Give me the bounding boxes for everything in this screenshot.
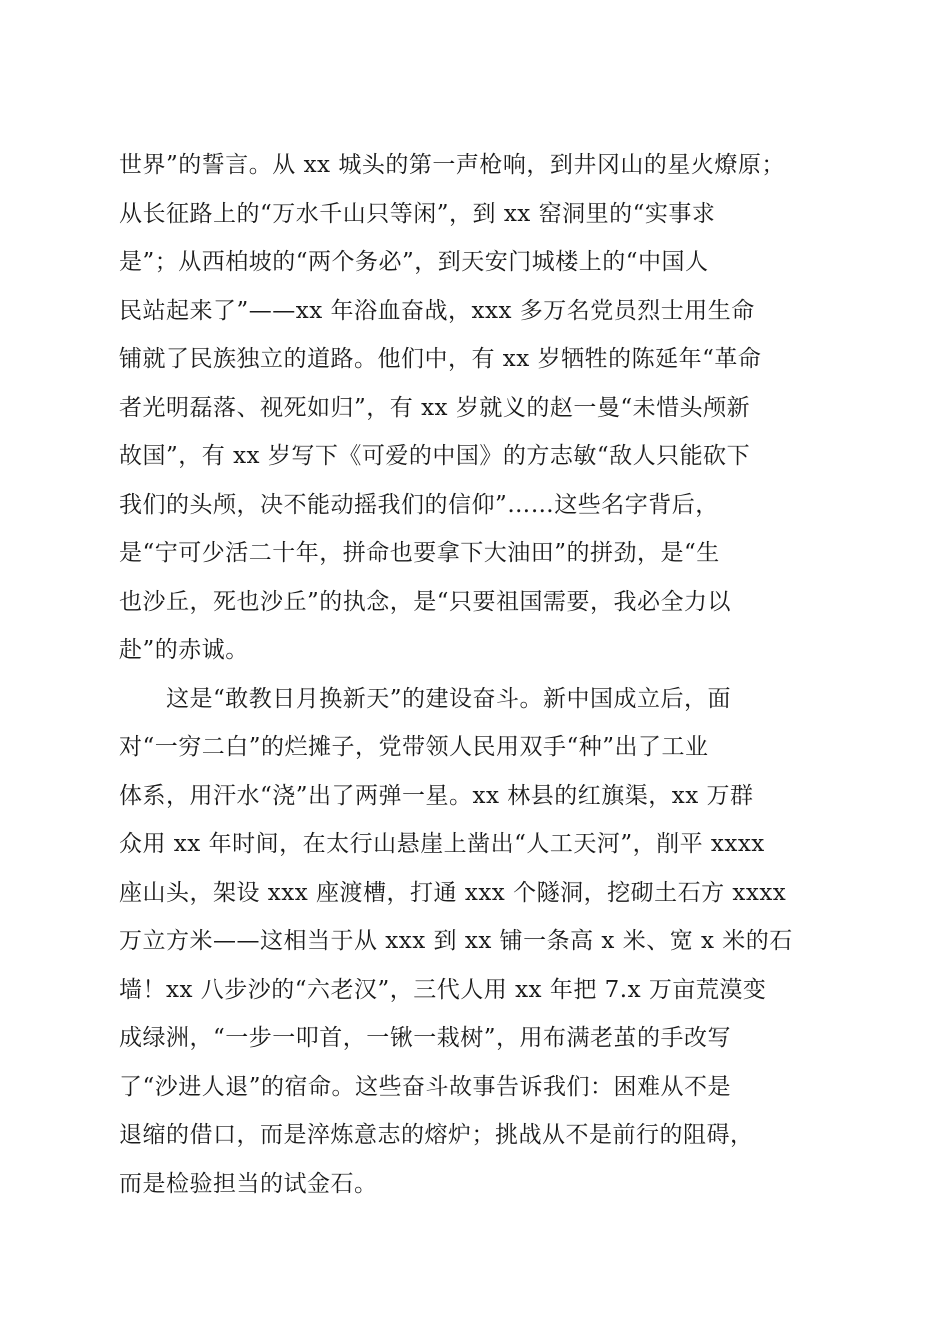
text-line: 故国”，有 xx 岁写下《可爱的中国》的方志敏“敌人只能砍下 [119, 443, 751, 469]
text-line: 众用 xx 年时间，在太行山悬崖上凿出“人工天河”，削平 xxxx [119, 831, 765, 857]
text-line: 万立方米——这相当于从 xxx 到 xx 铺一条高 x 米、宽 x 米的石 [119, 928, 793, 954]
text-line: 成绿洲，“一步一叩首，一锹一栽树”，用布满老茧的手改写 [119, 1025, 732, 1051]
text-line: 是”；从西柏坡的“两个务必”，到天安门城楼上的“中国人 [119, 249, 709, 275]
text-line: 而是检验担当的试金石。 [119, 1170, 378, 1197]
paragraph-1 [119, 141, 839, 675]
text-line: 从长征路上的“万水千山只等闲”，到 xx 窑洞里的“实事求 [119, 200, 716, 227]
text-line: 这是“敢教日月换新天”的建设奋斗。新中国成立后，面 [119, 685, 732, 712]
paragraph-2 [119, 675, 839, 1209]
text-line: 我们的头颅，决不能动摇我们的信仰”……这些名字背后， [119, 491, 719, 518]
document-body [119, 141, 839, 1208]
text-line: 对“一穷二白”的烂摊子，党带领人民用双手“种”出了工业 [119, 734, 709, 760]
text-line: 体系，用汗水“浇”出了两弹一星。xx 林县的红旗渠，xx 万群 [119, 782, 754, 809]
text-line: 是“宁可少活二十年，拼命也要拿下大油田”的拼劲，是“生 [119, 540, 720, 566]
text-line: 者光明磊落、视死如归”，有 xx 岁就义的赵一曼“未惜头颅新 [119, 394, 751, 421]
text-line: 赴”的赤诚。 [119, 637, 249, 663]
text-line: 民站起来了”——xx 年浴血奋战，xxx 多万名党员烈士用生命 [119, 297, 755, 324]
text-line: 铺就了民族独立的道路。他们中，有 xx 岁牺牲的陈延年“革命 [119, 346, 762, 372]
text-line: 座山头，架设 xxx 座渡槽，打通 xxx 个隧洞，挖砌土石方 xxxx [119, 879, 787, 906]
text-line: 也沙丘，死也沙丘”的执念，是“只要祖国需要，我必全力以 [119, 588, 732, 615]
text-line: 墙！xx 八步沙的“六老汉”，三代人用 xx 年把 7.x 万亩荒漠变 [119, 976, 767, 1003]
text-line: 世界”的誓言。从 xx 城头的第一声枪响，到井冈山的星火燎原； [119, 152, 785, 178]
text-line: 退缩的借口，而是淬炼意志的熔炉；挑战从不是前行的阻碍， [119, 1122, 754, 1148]
text-line: 了“沙进人退”的宿命。这些奋斗故事告诉我们：困难从不是 [119, 1073, 732, 1100]
